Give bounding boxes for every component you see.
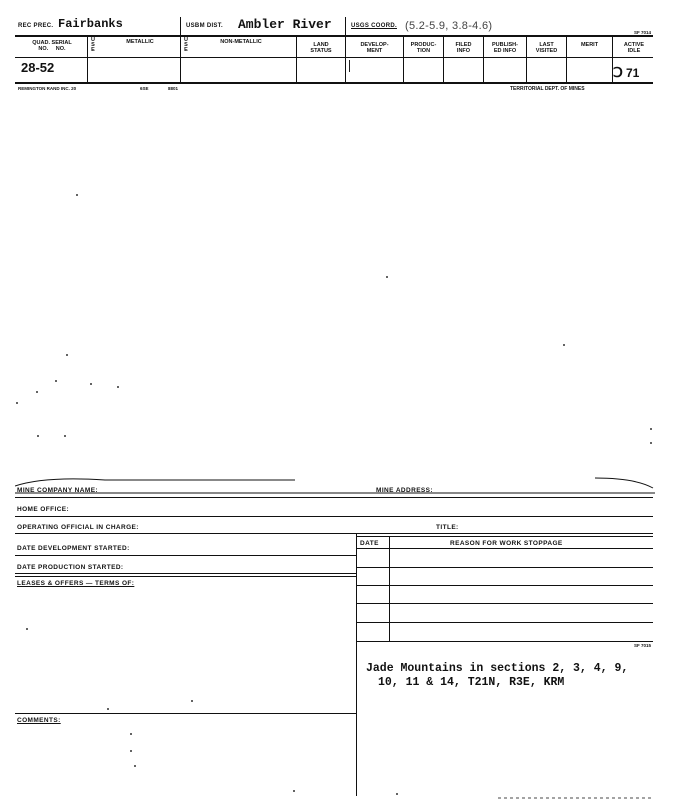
usbm-dist-label: USBM DIST. bbox=[186, 23, 224, 29]
col-divider bbox=[443, 36, 444, 82]
rule bbox=[15, 497, 653, 498]
rec-prec-label: REC PREC. bbox=[18, 23, 54, 29]
rule bbox=[15, 555, 356, 556]
merit-header: MERIT bbox=[580, 42, 599, 48]
nonmetallic-header: NON-METALLIC bbox=[220, 39, 262, 45]
rule bbox=[15, 516, 653, 517]
usgs-coord-label: USGS COORD. bbox=[351, 23, 397, 29]
quad-serial-value: 28-52 bbox=[21, 60, 55, 75]
speck bbox=[36, 391, 38, 393]
speck bbox=[130, 733, 132, 735]
col-divider bbox=[483, 36, 484, 82]
rule bbox=[356, 641, 653, 642]
rule bbox=[15, 82, 653, 84]
rule bbox=[356, 603, 653, 604]
title-label: TITLE: bbox=[436, 524, 459, 531]
metallic-header: METALLIC bbox=[126, 39, 154, 45]
mine-address-label: MINE ADDRESS: bbox=[376, 487, 433, 494]
use-metallic-header: U S E bbox=[91, 37, 95, 53]
rule bbox=[15, 576, 356, 577]
date-column-header: DATE bbox=[360, 540, 379, 547]
location-notes-line-2: 10, 11 & 14, T21N, R3E, KRM bbox=[378, 676, 565, 689]
faint-edge-marks bbox=[498, 797, 652, 799]
table-divider bbox=[356, 533, 357, 641]
col-divider bbox=[566, 36, 567, 82]
table-divider bbox=[356, 641, 357, 796]
speck bbox=[130, 750, 132, 752]
rule bbox=[356, 567, 653, 568]
production-header: PRODUC- TION bbox=[410, 42, 437, 54]
col-divider bbox=[296, 36, 297, 82]
last-visited-header: LAST VISITED bbox=[535, 42, 558, 54]
form-number-top: SF 7014 bbox=[634, 30, 652, 35]
active-idle-header: ACTIVE IDLE bbox=[623, 42, 645, 54]
printer-credit: REMINGTON RAND INC. 20 bbox=[18, 86, 77, 91]
speck bbox=[293, 790, 295, 792]
location-notes-line-1: Jade Mountains in sections 2, 3, 4, 9, bbox=[366, 662, 629, 675]
speck bbox=[107, 708, 109, 710]
pen-mark bbox=[349, 60, 350, 72]
quad-serial-header: QUAD. SERIAL bbox=[32, 40, 72, 46]
speck bbox=[55, 380, 57, 382]
rule bbox=[15, 36, 653, 37]
rule bbox=[356, 548, 653, 549]
department-name: TERRITORIAL DEPT. OF MINES bbox=[510, 86, 585, 92]
date-production-started-label: DATE PRODUCTION STARTED: bbox=[17, 564, 124, 571]
mine-company-name-label: MINE COMPANY NAME: bbox=[17, 487, 98, 494]
rule bbox=[15, 57, 653, 58]
no-no-header: NO. NO. bbox=[38, 46, 66, 52]
rule bbox=[356, 585, 653, 586]
operating-official-label: OPERATING OFFICIAL IN CHARGE: bbox=[17, 524, 139, 531]
rule bbox=[15, 533, 653, 534]
divider bbox=[180, 17, 181, 35]
rule bbox=[15, 713, 356, 714]
development-header: DEVELOP- MENT bbox=[360, 42, 389, 54]
table-divider bbox=[389, 536, 390, 641]
date-development-started-label: DATE DEVELOPMENT STARTED: bbox=[17, 545, 130, 552]
speck bbox=[650, 428, 652, 430]
rule bbox=[15, 573, 356, 574]
speck bbox=[386, 276, 388, 278]
usgs-coord-value: (5.2-5.9, 3.8-4.6) bbox=[405, 20, 493, 32]
speck bbox=[650, 442, 652, 444]
speck bbox=[396, 793, 398, 795]
col-divider bbox=[345, 36, 346, 82]
use-nonmetallic-header: U S E bbox=[184, 37, 188, 53]
active-idle-mark: Ↄ bbox=[613, 64, 623, 80]
rule bbox=[356, 536, 653, 537]
divider bbox=[345, 17, 346, 35]
speck bbox=[64, 435, 66, 437]
col-divider bbox=[180, 36, 181, 82]
speck bbox=[76, 194, 78, 196]
leases-offers-label: LEASES & OFFERS — TERMS OF: bbox=[17, 580, 135, 587]
usbm-dist-value: Ambler River bbox=[238, 17, 332, 32]
active-idle-value: 71 bbox=[626, 66, 640, 80]
torn-top-edge bbox=[15, 474, 655, 494]
speck bbox=[66, 354, 68, 356]
col-divider bbox=[87, 36, 88, 82]
col-divider bbox=[526, 36, 527, 82]
rec-prec-value: Fairbanks bbox=[58, 17, 123, 31]
speck bbox=[117, 386, 119, 388]
printer-code-1: 6SE bbox=[140, 86, 149, 91]
speck bbox=[563, 344, 565, 346]
speck bbox=[16, 402, 18, 404]
form-number-bottom: SF 7015 bbox=[634, 643, 652, 648]
rule bbox=[356, 622, 653, 623]
speck bbox=[37, 435, 39, 437]
published-info-header: PUBLISH- ED INFO bbox=[492, 42, 518, 54]
printer-code-2: 8801 bbox=[168, 86, 179, 91]
filed-info-header: FILED INFO bbox=[455, 42, 472, 54]
speck bbox=[90, 383, 92, 385]
speck bbox=[191, 700, 193, 702]
comments-label: COMMENTS: bbox=[17, 717, 61, 724]
col-divider bbox=[403, 36, 404, 82]
reason-column-header: REASON FOR WORK STOPPAGE bbox=[450, 540, 563, 547]
home-office-label: HOME OFFICE: bbox=[17, 506, 70, 513]
speck bbox=[26, 628, 28, 630]
land-status-header: LAND STATUS bbox=[310, 42, 332, 54]
speck bbox=[134, 765, 136, 767]
